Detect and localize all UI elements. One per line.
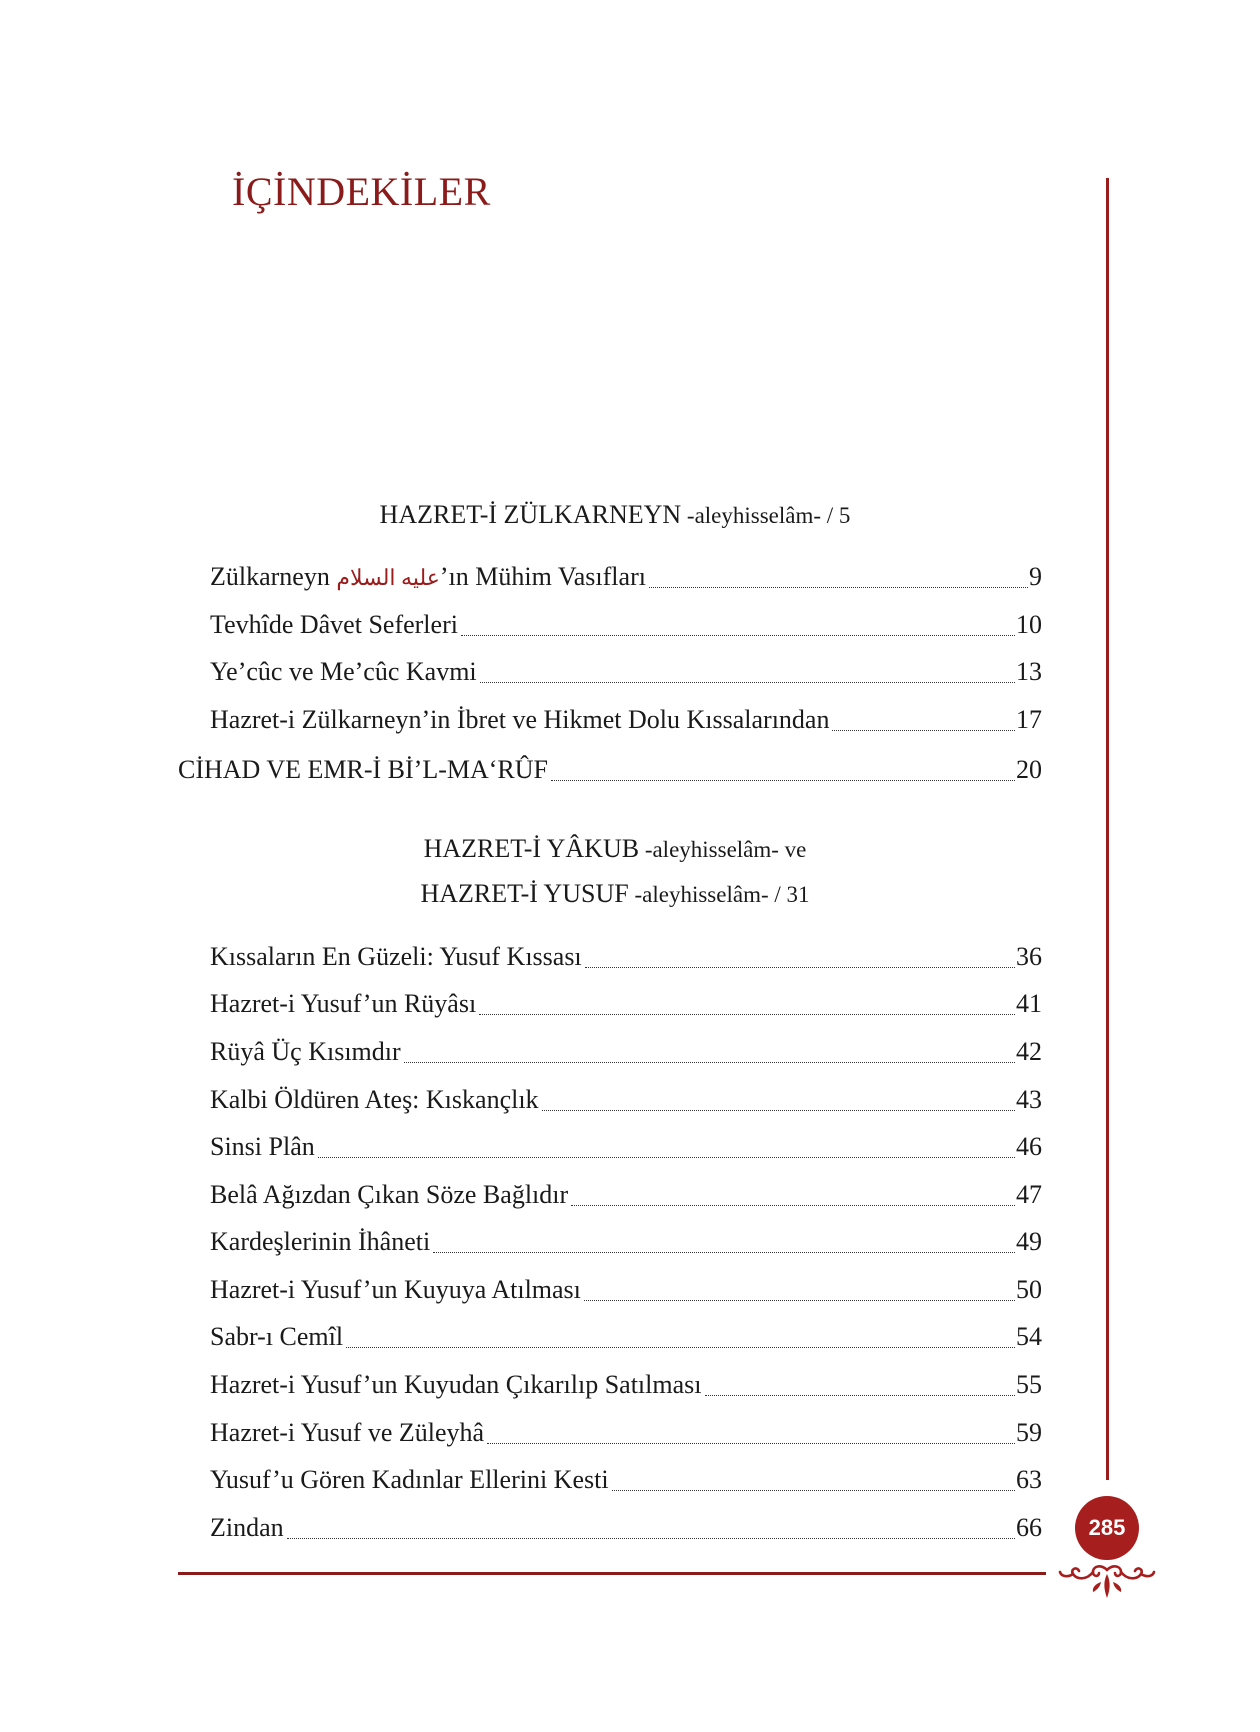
toc-entry[interactable] <box>210 1322 1042 1354</box>
toc-entry-label: Kıssaların En Güzeli: Yusuf Kıssası <box>210 942 582 971</box>
dot-leader <box>585 966 1015 968</box>
toc-entry-page: 46 <box>1016 1132 1042 1161</box>
toc-entry-page: 59 <box>1016 1418 1042 1447</box>
toc-entry[interactable] <box>210 1132 1042 1164</box>
section-heading-main: HAZRET-İ ZÜLKARNEYN <box>379 500 682 529</box>
dot-leader <box>318 1156 1015 1158</box>
flourish-ornament-icon <box>1057 1560 1157 1600</box>
toc-entry-label: Tevhîde Dâvet Seferleri <box>210 610 458 639</box>
toc-entry-label: Hazret-i Yusuf’un Kuyuya Atılması <box>210 1275 581 1304</box>
toc-entry[interactable] <box>210 1418 1042 1450</box>
toc-entry-page: 50 <box>1016 1275 1042 1304</box>
toc-entry[interactable] <box>210 1275 1042 1307</box>
toc-entry-page: 41 <box>1016 989 1042 1018</box>
section-heading-main: HAZRET-İ YUSUF <box>420 879 629 908</box>
dot-leader <box>404 1061 1015 1063</box>
dot-leader <box>287 1537 1015 1539</box>
toc-entry-page: 54 <box>1016 1322 1042 1351</box>
section-heading-main: HAZRET-İ YÂKUB <box>423 834 640 863</box>
dot-leader <box>461 634 1015 636</box>
dot-leader <box>705 1394 1016 1396</box>
toc-entry-label: Belâ Ağızdan Çıkan Söze Bağlıdır <box>210 1180 569 1209</box>
toc-entry-label: Kalbi Öldüren Ateş: Kıskançlık <box>210 1085 539 1114</box>
toc-entry[interactable] <box>210 1370 1042 1402</box>
section-heading-suffix: -aleyhisselâm- / 5 <box>681 503 851 528</box>
toc-entry-label: Sinsi Plân <box>210 1132 315 1161</box>
toc-entry-label: Hazret-i Zülkarneyn’in İbret ve Hikmet Dolu Kıssalarından <box>210 705 830 734</box>
toc-entry-page: 17 <box>1016 705 1042 734</box>
alayhissalam-glyph-icon: عليه السلام <box>336 565 440 590</box>
toc-entry-page: 55 <box>1016 1370 1042 1399</box>
dot-leader <box>346 1346 1015 1348</box>
toc-entry-label: Kardeşlerinin İhâneti <box>210 1227 431 1256</box>
toc-entry-label: Yusuf’u Gören Kadınlar Ellerini Kesti <box>210 1465 609 1494</box>
dot-leader <box>542 1109 1015 1111</box>
toc-entry[interactable] <box>210 610 1042 642</box>
dot-leader <box>480 681 1015 683</box>
toc-entry-page: 49 <box>1016 1227 1042 1256</box>
dot-leader <box>832 729 1015 731</box>
dot-leader <box>433 1251 1015 1253</box>
toc-entry[interactable] <box>210 942 1042 974</box>
section-heading-suffix: -aleyhisselâm- / 31 <box>628 882 810 907</box>
toc-entry-page: 63 <box>1016 1465 1042 1494</box>
toc-entry-page: 9 <box>1029 562 1042 591</box>
dot-leader <box>649 586 1028 588</box>
section-heading <box>0 879 1230 910</box>
toc-entry[interactable] <box>210 1085 1042 1117</box>
toc-entry-label: CİHAD VE EMR-İ Bİ’L-MA‘RÛF <box>178 755 549 784</box>
toc-entry[interactable] <box>210 1180 1042 1212</box>
dot-leader <box>479 1013 1015 1015</box>
section-heading-suffix: -aleyhisselâm- ve <box>639 837 807 862</box>
toc-entry-label: Hazret-i Yusuf ve Züleyhâ <box>210 1418 485 1447</box>
dot-leader <box>584 1299 1015 1301</box>
page-title: İÇİNDEKİLER <box>232 169 491 214</box>
toc-entry-page: 66 <box>1016 1513 1042 1542</box>
toc-entry-page: 36 <box>1016 942 1042 971</box>
toc-entry[interactable] <box>210 1513 1042 1545</box>
dot-leader <box>487 1442 1015 1444</box>
section-heading <box>0 834 1230 865</box>
bottom-rule <box>178 1572 1046 1575</box>
dot-leader <box>551 779 1015 781</box>
toc-entry-label: Hazret-i Yusuf’un Kuyudan Çıkarılıp Satılması <box>210 1370 702 1399</box>
toc-entry-chapter[interactable] <box>178 755 1042 787</box>
toc-entry-label: Sabr-ı Cemîl <box>210 1322 344 1351</box>
page-number-badge: 285 <box>1075 1496 1139 1560</box>
toc-entry-page: 10 <box>1016 610 1042 639</box>
toc-entry-label: Zülkarneyn عليه السلام’ın Mühim Vasıfları <box>210 562 646 591</box>
toc-entry-page: 13 <box>1016 657 1042 686</box>
dot-leader <box>612 1489 1015 1491</box>
vertical-rule <box>1106 178 1109 1480</box>
toc-entry[interactable] <box>210 1227 1042 1259</box>
toc-entry-label: Ye’cûc ve Me’cûc Kavmi <box>210 657 477 686</box>
toc-entry-page: 42 <box>1016 1037 1042 1066</box>
toc-entry-label: Rüyâ Üç Kısımdır <box>210 1037 401 1066</box>
toc-entry-label: Hazret-i Yusuf’un Rüyâsı <box>210 989 477 1018</box>
toc-entry[interactable] <box>210 562 1042 594</box>
toc-entry-label: Zindan <box>210 1513 284 1542</box>
toc-entry[interactable] <box>210 989 1042 1021</box>
toc-entry-page: 47 <box>1016 1180 1042 1209</box>
dot-leader <box>571 1204 1015 1206</box>
toc-entry-page: 20 <box>1016 755 1042 784</box>
toc-entry[interactable] <box>210 657 1042 689</box>
toc-entry[interactable] <box>210 1037 1042 1069</box>
toc-entry[interactable] <box>210 1465 1042 1497</box>
toc-entry-page: 43 <box>1016 1085 1042 1114</box>
toc-entry[interactable] <box>210 705 1042 737</box>
section-heading <box>0 500 1230 531</box>
